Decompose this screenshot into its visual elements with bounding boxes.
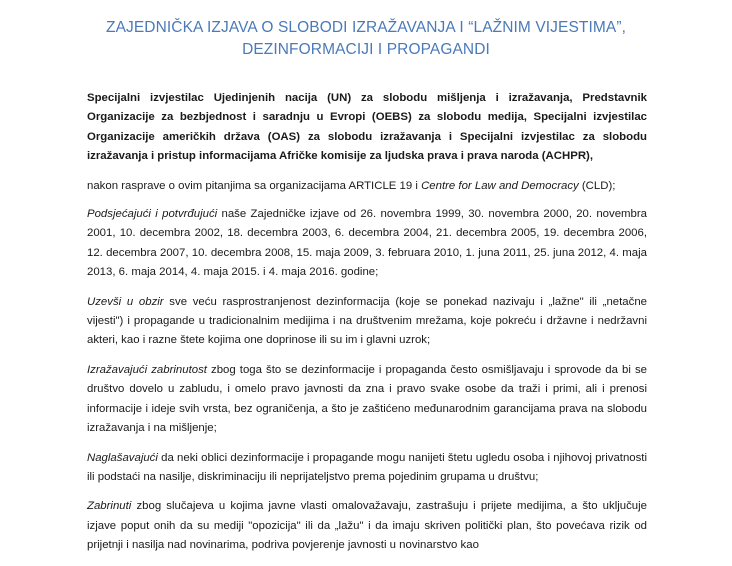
paragraph-lead: Naglašavajući [87,451,158,464]
paragraph-text: naše Zajedničke izjave od 26. novembra 1999, 30. novembra 2000, 20. novembra 2001, 10. decembra 2002, 18. decembra 2003, 6. decembra 2004, 21. decembra 2005, 19. decembra 2006, 12. decembra 2007, 10. decembra 2008, 15. maja 2009, 3. februara 2010, 1. juna 2011, 25. juna 2012, 4. maja 2013, 6. maja 2014, 4. maja 2015. i 4. maja 2016. godine; [87,208,647,279]
document-title-line-1: ZAJEDNIČKA IZJAVA O SLOBODI IZRAŽAVANJA I “LAŽNIM VIJESTIMA”, [106,19,626,36]
preamble-paragraph [87,497,647,555]
document-body [87,89,647,566]
paragraph-lead: Izražavajući zabrinutost [87,363,207,376]
consultation-organization: Centre for Law and Democracy [421,179,579,192]
document-title-line-2: DEZINFORMACIJI I PROPAGANDI [242,41,490,58]
consultation-text-a: nakon rasprave o ovim pitanjima sa organizacijama ARTICLE 19 i [87,179,422,192]
paragraph-text: zbog slučajeva u kojima javne vlasti omalovažavaju, zastrašuju i prijete medijima, a što uključuje izjave poput onih da su mediji "opozicija" ili da „lažu" i da imaju skriven politički plan, što povećava rizik od prijetnji i nasilja nad novinarima, podriva povjerenje javnosti u novinarstvo kao [87,500,647,552]
consultation-paragraph [87,177,647,196]
paragraph-lead: Podsjećajući i potvrđujući [87,208,218,221]
preamble-paragraph [87,205,647,283]
paragraph-text: sve veću rasprostranjenost dezinformacija (koje se ponekad nazivaju i „lažne" ili „netačne vijesti") i propagande u tradicionalnim medijima i na društvenim mrežama, koje pokreću i državne i nedržavni akteri, kao i razne štete kojima one doprinose ili su im i glavni uzrok; [87,295,647,347]
intro-paragraph: Specijalni izvjestilac Ujedinjenih nacija (UN) za slobodu mišljenja i izražavanja, Predstavnik Organizacije za bezbjednost i saradnju u Evropi (OEBS) za slobodu medija, Specijalni izvjestilac Organizacije američkih država (OAS) za slobodu izražavanja i Specijalni izvjestilac za slobodu izražavanja i pristup informacijama Afričke komisije za ljudska prava i prava naroda (ACHPR), [87,92,647,163]
consultation-text-b: (CLD); [578,179,616,192]
paragraph-text: zbog toga što se dezinformacije i propaganda često osmišljavaju i sprovode da bi se društvo dovelo u zabludu, i omelo pravo javnosti da zna i pravo svake osobe da traži i primi, ali i prenosi informacije i ideje svih vrsta, bez ograničenja, a što je zaštićeno međunarodnim garancijama prava na slobodu izražavanja i na mišljenje; [87,363,647,435]
paragraph-lead: Uzevši u obzir [87,295,164,308]
preamble-paragraph [87,293,647,351]
paragraph-lead: Zabrinuti [87,500,132,513]
preamble-paragraph [87,361,647,439]
paragraph-text: da neki oblici dezinformacije i propagande mogu nanijeti štetu ugledu osoba i njihovoj privatnosti ili podstaći na nasilje, diskriminaciju ili neprijateljstvo prema pojedinim grupama u društvu; [87,451,647,483]
preamble-paragraph [87,449,647,488]
document-title [60,17,672,61]
